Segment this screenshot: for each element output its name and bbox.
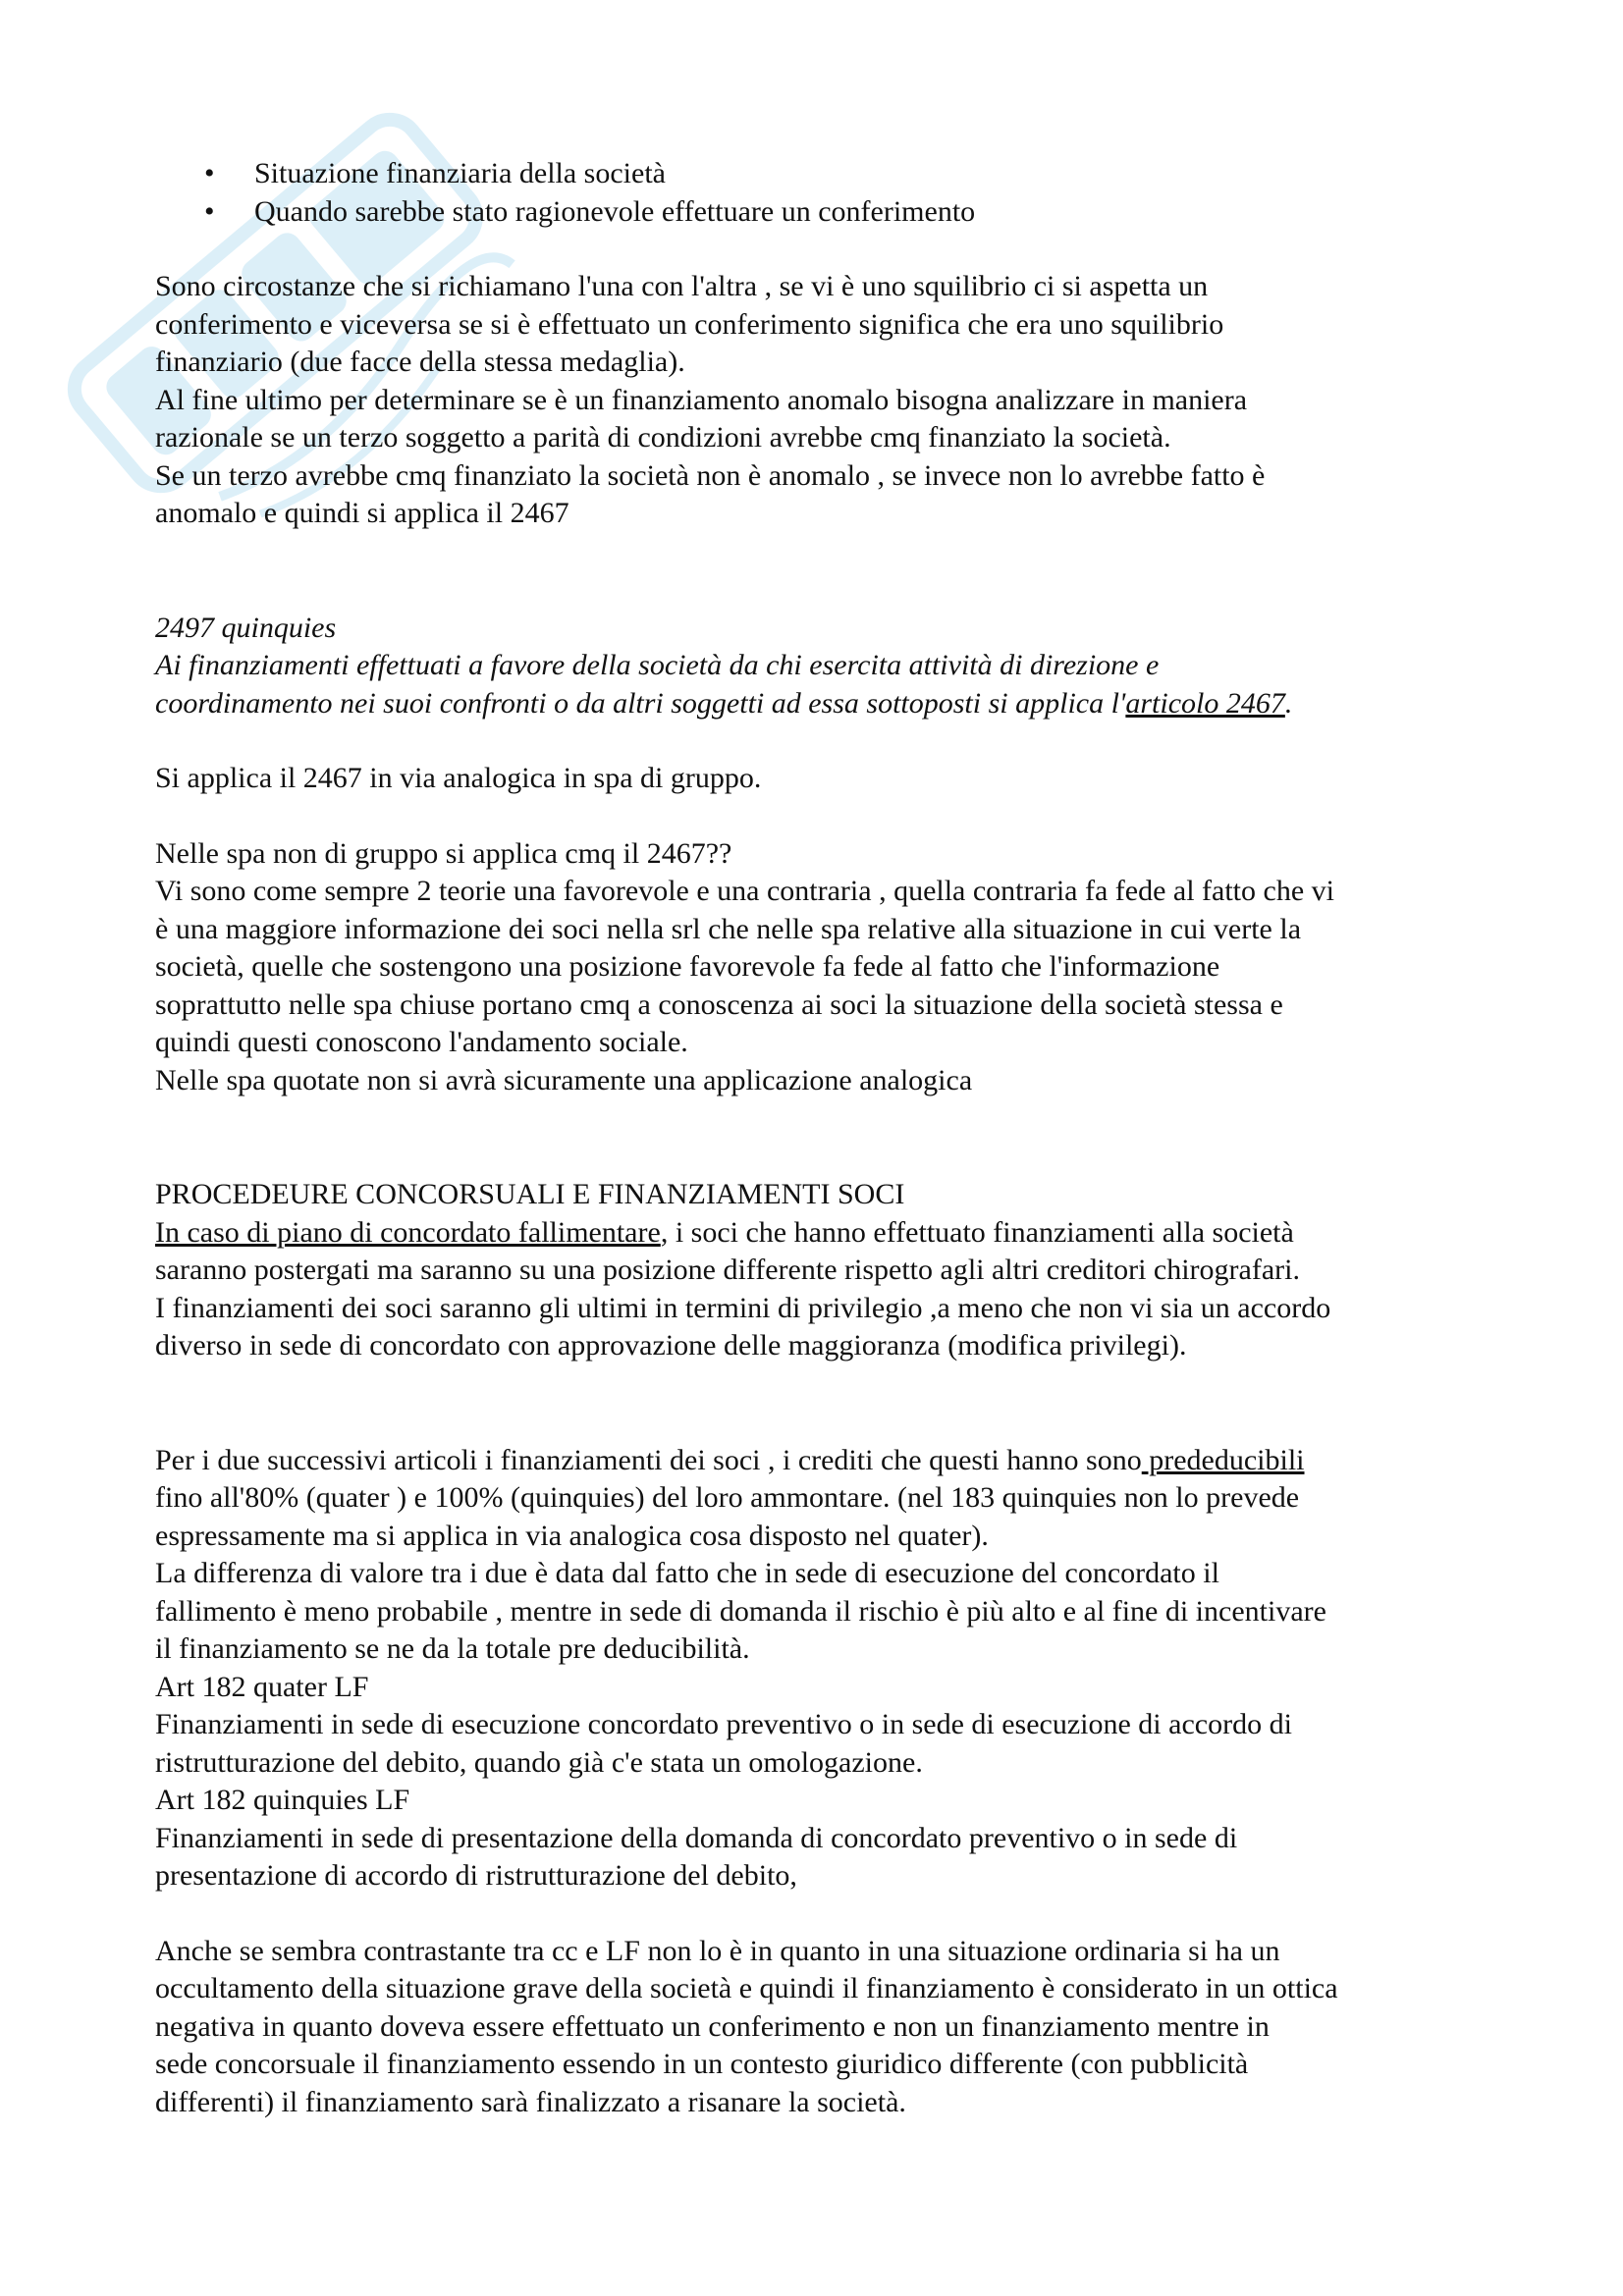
paragraph-articoli xyxy=(155,1442,1490,1896)
text-span: Per i due successivi articoli i finanziamenti dei soci , i crediti che questi hanno sono xyxy=(155,1443,1142,1476)
text-span: , i soci che hanno effettuato finanziamenti alla società xyxy=(660,1215,1294,1249)
underlined-phrase: In caso di piano di concordato fallimentare xyxy=(155,1215,661,1249)
text-span: . xyxy=(1284,686,1293,720)
bullet-item: • Situazione finanziaria della società xyxy=(155,155,1490,193)
text-line: differenti) il finanziamento sarà finalizzato a risanare la società. xyxy=(155,2085,906,2118)
paragraph-analogia: Si applica il 2467 in via analogica in spa di gruppo. xyxy=(155,762,762,794)
text-span: coordinamento nei suoi confronti o da altri soggetti ad essa sottoposti si applica l' xyxy=(155,686,1126,720)
text-line: saranno postergati ma saranno su una posizione differente rispetto agli altri creditori chirografari. xyxy=(155,1254,1300,1286)
text-line: soprattutto nelle spa chiuse portano cmq a conoscenza ai soci la situazione della società stessa e xyxy=(155,988,1283,1021)
text-line: sede concorsuale il finanziamento essendo in un contesto giuridico differente (con pubblicità xyxy=(155,2048,1249,2080)
text-line: fino all'80% (quater ) e 100% (quinquies) del loro ammontare. (nel 183 quinquies non lo prevede xyxy=(155,1481,1300,1514)
text-line: fallimento è meno probabile , mentre in sede di domanda il rischio è più alto e al fine di incentivare xyxy=(155,1594,1326,1628)
document-body xyxy=(155,155,1490,2121)
text-line: società, quelle che sostengono una posizione favorevole fa fede al fatto che l'informazione xyxy=(155,950,1220,983)
text-line: Ai finanziamenti effettuati a favore della società da chi esercita attività di direzione e xyxy=(155,649,1160,681)
text-line: diverso in sede di concordato con approvazione delle maggioranza (modifica privilegi). xyxy=(155,1329,1187,1362)
text-line: presentazione di accordo di ristrutturazione del debito, xyxy=(155,1859,797,1892)
article-link[interactable]: articolo 2467 xyxy=(1125,686,1285,720)
bullet-list xyxy=(155,155,1490,231)
text-line xyxy=(155,1442,1490,1480)
text-line: espressamente ma si applica in via analogica cosa disposto nel quater). xyxy=(155,1519,989,1552)
text-line: Finanziamenti in sede di presentazione della domanda di concordato preventivo o in sede di xyxy=(155,1821,1238,1854)
text-line: razionale se un terzo soggetto a parità di condizioni avrebbe cmq finanziato la società. xyxy=(155,421,1171,454)
article-quote xyxy=(155,610,1490,723)
text-line: Art 182 quinquies LF xyxy=(155,1784,410,1816)
text-line xyxy=(155,1214,1490,1253)
text-line: Nelle spa non di gruppo si applica cmq il 2467?? xyxy=(155,836,732,870)
paragraph-circostanze xyxy=(155,268,1490,533)
text-line: quindi questi conoscono l'andamento sociale. xyxy=(155,1026,688,1058)
article-title: 2497 quinquies xyxy=(155,611,337,644)
text-line: ristrutturazione del debito, quando già c'e stata un omologazione. xyxy=(155,1745,923,1779)
text-line xyxy=(155,685,1490,723)
text-line: Finanziamenti in sede di esecuzione concordato preventivo o in sede di esecuzione di accordo di xyxy=(155,1708,1292,1740)
paragraph-conclusione xyxy=(155,1933,1490,2122)
text-line: conferimento e viceversa se si è effettuato un conferimento significa che era uno squilibrio xyxy=(155,307,1224,341)
text-line: Anche se sembra contrastante tra cc e LF non lo è in quanto in una situazione ordinaria si ha un xyxy=(155,1934,1280,1967)
text-line: La differenza di valore tra i due è data dal fatto che in sede di esecuzione del concordato il xyxy=(155,1557,1219,1589)
text-line: anomalo e quindi si applica il 2467 xyxy=(155,497,569,529)
underlined-phrase: prededucibili xyxy=(1141,1443,1305,1476)
section-procedure xyxy=(155,1176,1490,1365)
paragraph-spa xyxy=(155,835,1490,1100)
text-line: Vi sono come sempre 2 teorie una favorevole e una contraria , quella contraria fa fede al fatto che vi xyxy=(155,875,1334,907)
text-line: finanziario (due facce della stessa medaglia). xyxy=(155,346,685,378)
text-line: il finanziamento se ne da la totale pre deducibilità. xyxy=(155,1632,750,1665)
text-line: Art 182 quater LF xyxy=(155,1670,369,1703)
bullet-item: • Quando sarebbe stato ragionevole effettuare un conferimento xyxy=(155,193,1490,232)
text-line: Nelle spa quotate non si avrà sicuramente una applicazione analogica xyxy=(155,1063,973,1096)
text-line: negativa in quanto doveva essere effettuato un conferimento e non un finanziamento mentre in xyxy=(155,2009,1270,2043)
text-line: Se un terzo avrebbe cmq finanziato la società non è anomalo , se invece non lo avrebbe fatto è xyxy=(155,458,1266,492)
section-heading: PROCEDEURE CONCORSUALI E FINANZIAMENTI SOCI xyxy=(155,1178,905,1210)
text-line: è una maggiore informazione dei soci nella srl che nelle spa relative alla situazione in cui verte la xyxy=(155,912,1302,945)
text-line: Sono circostanze che si richiamano l'una con l'altra , se vi è uno squilibrio ci si aspetta un xyxy=(155,270,1209,302)
text-line: I finanziamenti dei soci saranno gli ultimi in termini di privilegio ,a meno che non vi sia un accordo xyxy=(155,1291,1331,1324)
text-line: Al fine ultimo per determinare se è un finanziamento anomalo bisogna analizzare in maniera xyxy=(155,383,1248,416)
text-line: occultamento della situazione grave della società e quindi il finanziamento è considerato in un ottica xyxy=(155,1972,1338,2004)
